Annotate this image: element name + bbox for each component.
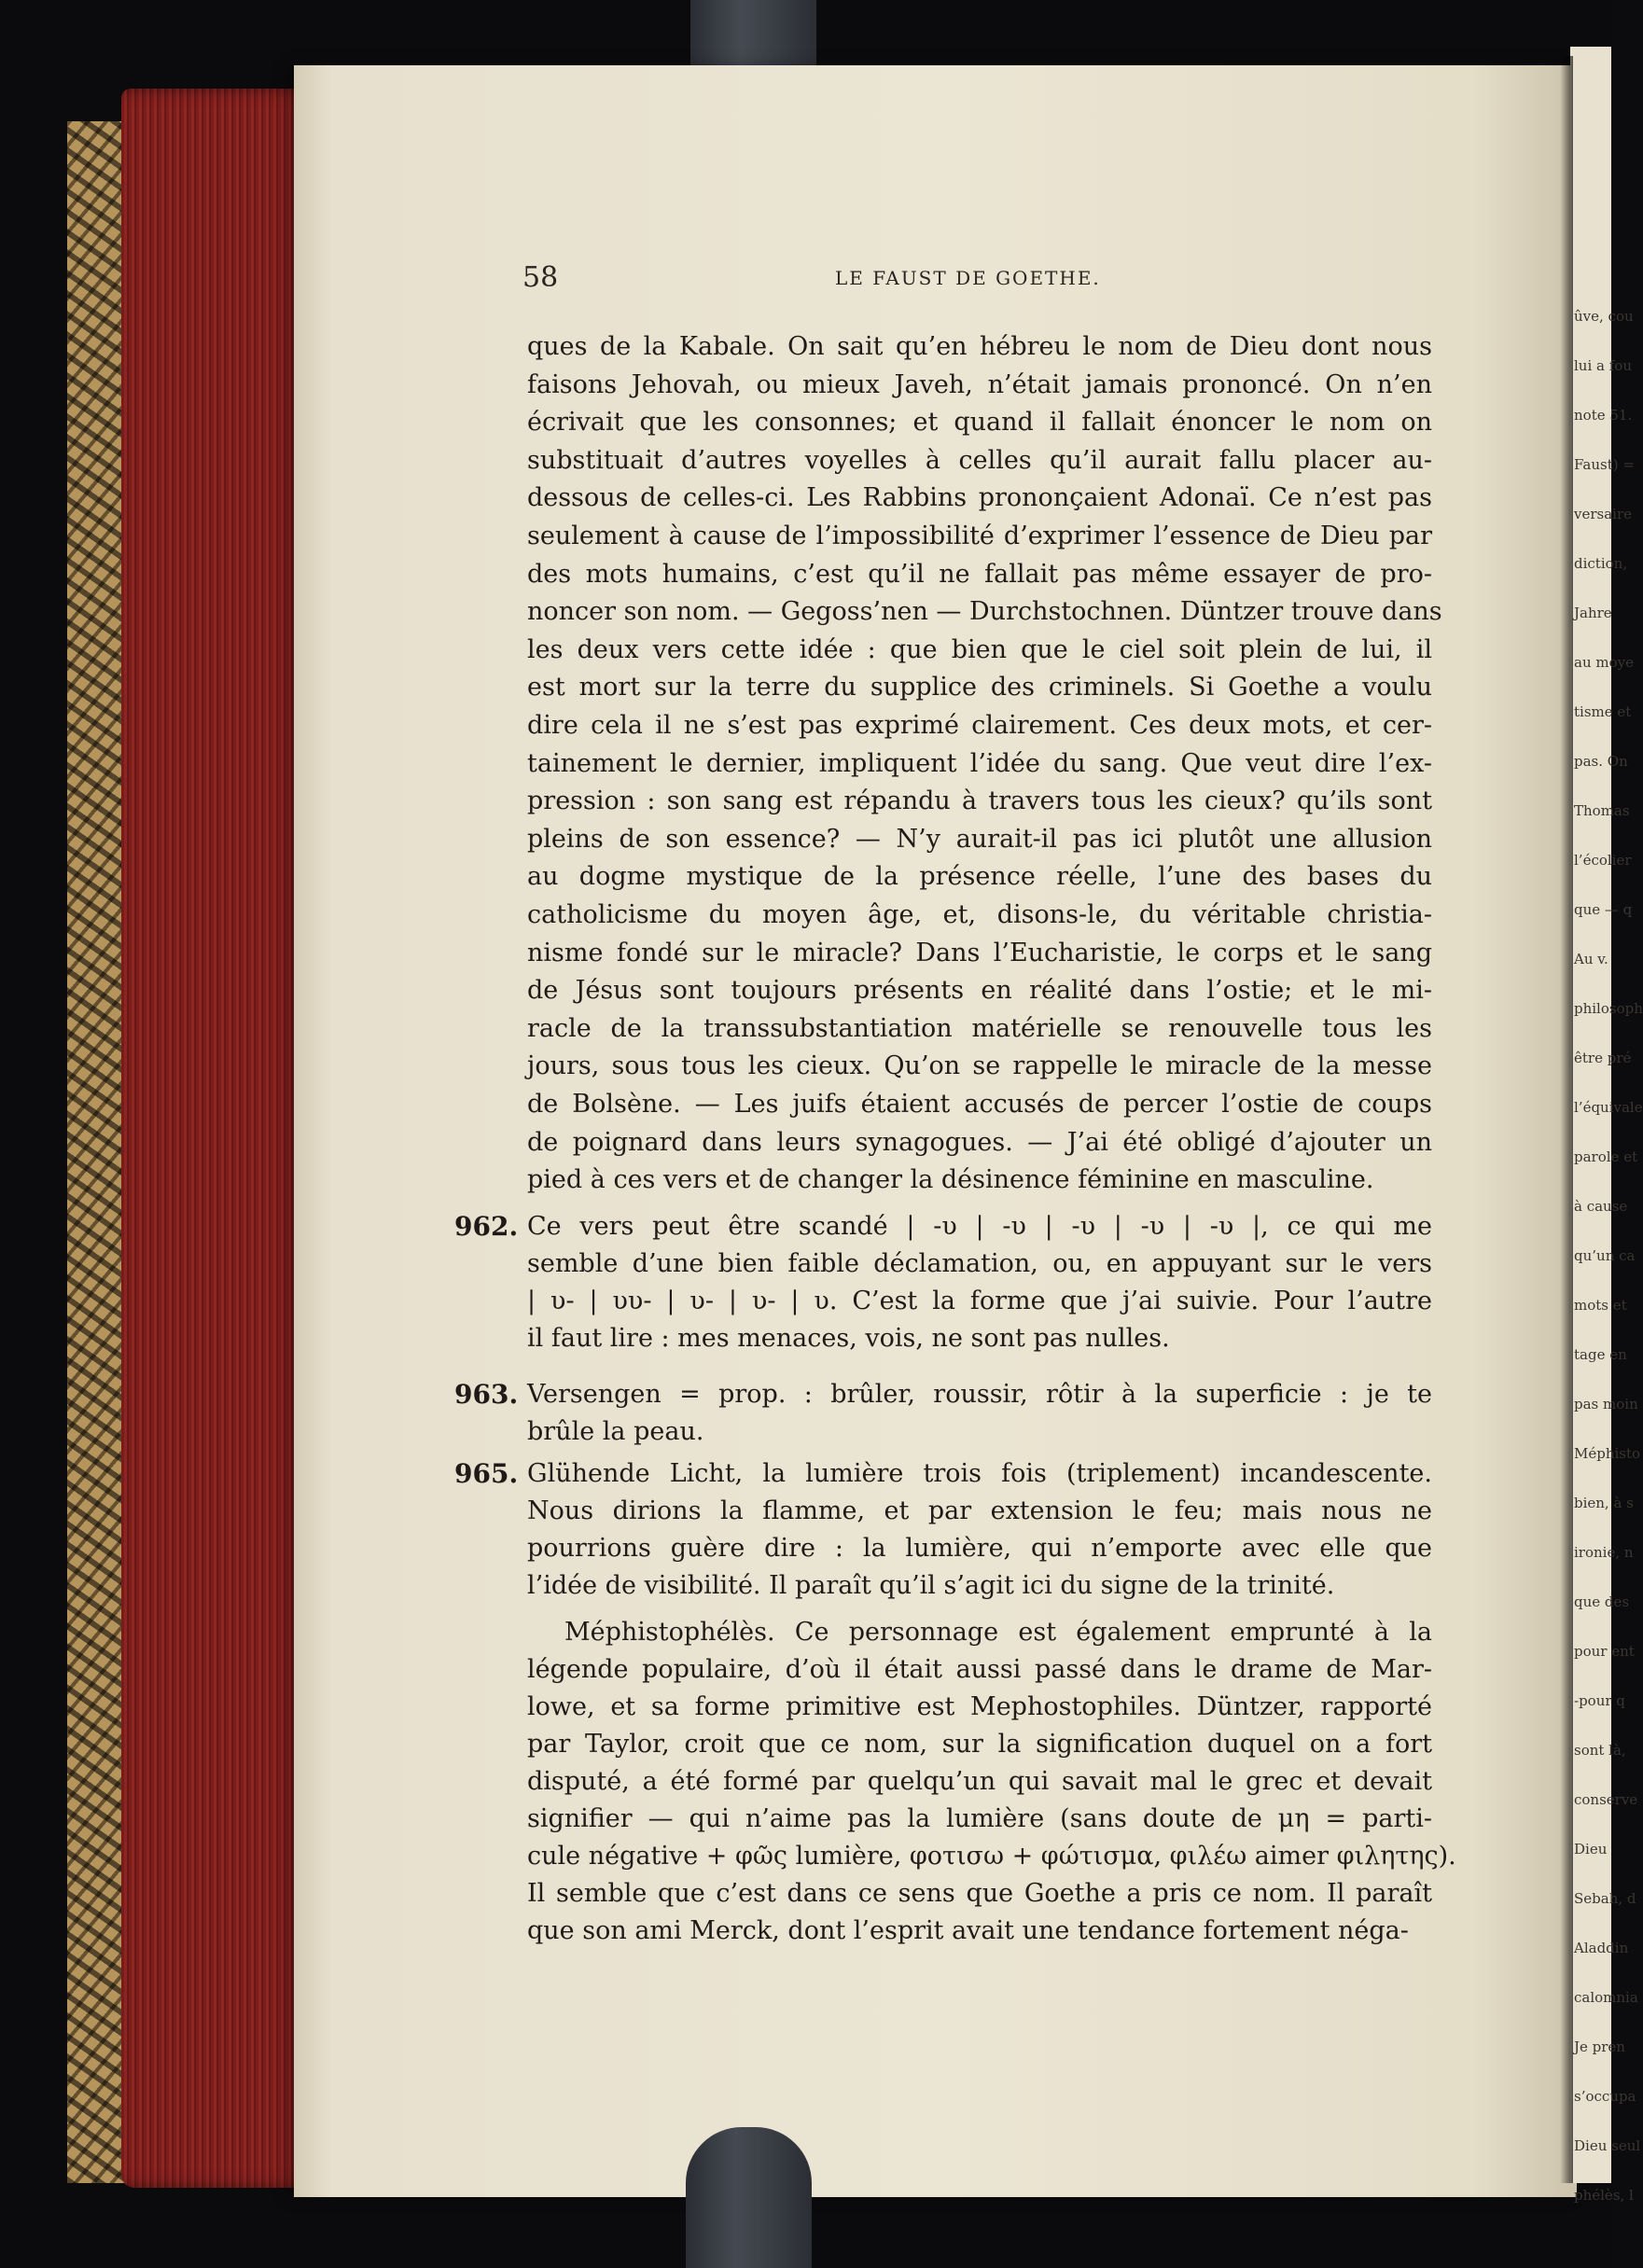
page-number: 58 <box>522 261 559 294</box>
adjacent-page-fragment: Je pren <box>1574 2038 1625 2055</box>
adjacent-page-fragment: Dieu <box>1574 1841 1608 1858</box>
adjacent-page-fragment: phélès, l <box>1574 2187 1634 2204</box>
text-line: jours, sous tous les cieux. Qu’on se rappelle le miracle de la messe <box>527 1051 1432 1081</box>
adjacent-page-fragment: conserve <box>1574 1791 1638 1808</box>
text-line: racle de la transsubstantiation matérielle se renouvelle tous les <box>527 1013 1432 1043</box>
text-line: ques de la Kabale. On sait qu’en hébreu le nom de Dieu dont nous <box>527 332 1432 361</box>
text-line: est mort sur la terre du supplice des criminels. Si Goethe a voulu <box>527 673 1432 703</box>
text-line: au dogme mystique de la présence réelle, l’une des bases du <box>527 862 1432 892</box>
adjacent-page-fragment: sont là, <box>1574 1742 1626 1759</box>
text-line: noncer son nom. — Gegoss’nen — Durchstochnen. Düntzer trouve dans <box>527 597 1442 627</box>
adjacent-page-fragment: tisme et <box>1574 703 1632 720</box>
adjacent-page-fragment: que des <box>1574 1593 1630 1610</box>
text-line: | υ- | υυ- | υ- | υ- | υ. C’est la forme que j’ai suivie. Pour l’autre <box>527 1287 1432 1315</box>
text-line: lowe, et sa forme primitive est Mephostophiles. Düntzer, rapporté <box>527 1692 1432 1721</box>
text-line: écrivait que les consonnes; et quand il fallait énoncer le nom on <box>527 408 1432 438</box>
adjacent-page-fragment: mots et <box>1574 1297 1627 1314</box>
adjacent-page-fragment: à cause <box>1574 1198 1628 1215</box>
adjacent-page-fragment: lui a fou <box>1574 357 1632 374</box>
text-line: cule négative + φῶς lumière, φοτισω + φώτισμα, φιλέω aimer φιλητης). <box>527 1842 1456 1871</box>
text-line: Versengen = prop. : brûler, roussir, rôtir à la superficie : je te <box>527 1380 1432 1409</box>
text-line: brûle la peau. <box>527 1417 704 1446</box>
text-line: faisons Jehovah, ou mieux Javeh, n’était jamais prononcé. On n’en <box>527 369 1432 399</box>
book-strap-bottom <box>686 2127 812 2268</box>
adjacent-page-fragment: être pré <box>1574 1050 1632 1066</box>
adjacent-page-fragment: ûve, cou <box>1574 308 1634 325</box>
adjacent-page-fragment: au moye <box>1574 654 1634 671</box>
text-line: pleins de son essence? — N’y aurait-il pas ici plutôt une allusion <box>527 824 1432 854</box>
text-line: Il semble que c’est dans ce sens que Goethe a pris ce nom. Il paraît <box>527 1879 1432 1908</box>
text-line: de Jésus sont toujours présents en réalité dans l’ostie; et le mi- <box>527 976 1432 1006</box>
text-line: l’idée de visibilité. Il paraît qu’il s’agit ici du signe de la trinité. <box>527 1571 1335 1600</box>
text-line: dire cela il ne s’est pas exprimé clairement. Ces deux mots, et cer- <box>527 711 1432 740</box>
text-line: Méphistophélès. Ce personnage est également emprunté à la <box>564 1618 1432 1647</box>
adjacent-page-fragment: -pour q <box>1574 1692 1625 1709</box>
adjacent-page-fragment: diction, <box>1574 555 1628 572</box>
text-line: de poignard dans leurs synagogues. — J’ai été obligé d’ajouter un <box>527 1127 1432 1157</box>
text-line: Nous dirions la flamme, et par extension le feu; mais nous ne <box>527 1496 1432 1525</box>
adjacent-page-fragment: ironie, n <box>1574 1544 1634 1561</box>
text-line: des mots humains, c’est qu’il ne fallait pas même essayer de pro- <box>527 559 1432 589</box>
adjacent-page-fragment: l’équivale <box>1574 1099 1643 1116</box>
adjacent-page-fragment: l’écolier <box>1574 852 1632 869</box>
adjacent-page-fragment: Sebah, d <box>1574 1890 1636 1907</box>
adjacent-page-fragment: Jahre <box>1574 605 1612 621</box>
adjacent-page-fragment: parole et <box>1574 1148 1638 1165</box>
text-line: disputé, a été formé par quelqu’un qui savait mal le grec et devait <box>527 1767 1432 1796</box>
adjacent-page-fragment: Faust) = <box>1574 456 1635 473</box>
adjacent-page-fragment: note 51. <box>1574 407 1633 424</box>
text-line: pied à ces vers et de changer la désinence féminine en masculine. <box>527 1165 1374 1195</box>
adjacent-page-fragment: Méphisto <box>1574 1445 1641 1462</box>
text-line: seulement à cause de l’impossibilité d’exprimer l’essence de Dieu par <box>527 522 1432 550</box>
note-number: 963. <box>454 1379 519 1410</box>
text-line: dessous de celles-ci. Les Rabbins prononçaient Adonaï. Ce n’est pas <box>527 483 1432 513</box>
adjacent-page-sliver <box>1570 47 1643 2204</box>
text-line: par Taylor, croit que ce nom, sur la signification duquel on a fort <box>527 1730 1432 1759</box>
note-number: 965. <box>454 1458 519 1489</box>
page-header <box>522 261 1437 299</box>
adjacent-page-fragment: qu’un ca <box>1574 1247 1636 1264</box>
text-line: tainement le dernier, impliquent l’idée du sang. Que veut dire l’ex- <box>527 748 1432 778</box>
spine-shadow <box>1560 56 1573 2183</box>
text-line: nisme fondé sur le miracle? Dans l’Eucharistie, le corps et le sang <box>527 938 1432 967</box>
text-line: que son ami Merck, dont l’esprit avait une tendance fortement néga- <box>527 1916 1409 1945</box>
text-line: les deux vers cette idée : que bien que le ciel soit plein de lui, il <box>527 634 1432 664</box>
adjacent-page-fragment: philosoph <box>1574 1000 1643 1017</box>
adjacent-page-fragment: calomnia <box>1574 1989 1638 2006</box>
adjacent-page-fragment: Thomas <box>1574 802 1630 819</box>
text-line: Ce vers peut être scandé | -υ | -υ | -υ | -υ | -υ |, ce qui me <box>527 1212 1432 1241</box>
note-number: 962. <box>454 1211 519 1242</box>
adjacent-page-fragment: Aladdin <box>1574 1940 1629 1956</box>
adjacent-page-fragment: Au v. <box>1574 951 1608 967</box>
adjacent-page-fragment: versaire <box>1574 506 1633 522</box>
text-line: pourrions guère dire : la lumière, qui n’emporte avec elle que <box>527 1534 1432 1563</box>
adjacent-page-fragment: bien, à s <box>1574 1495 1634 1511</box>
text-line: de Bolsène. — Les juifs étaient accusés de percer l’ostie de coups <box>527 1090 1432 1119</box>
text-line: semble d’une bien faible déclamation, ou, en appuyant sur le vers <box>527 1249 1432 1278</box>
running-title: LE FAUST DE GOETHE. <box>835 267 1101 289</box>
text-line: légende populaire, d’où il était aussi passé dans le drame de Mar- <box>527 1655 1432 1684</box>
adjacent-page-fragment: tage en <box>1574 1346 1627 1363</box>
adjacent-page-fragment: pas moin <box>1574 1396 1638 1412</box>
text-line: catholicisme du moyen âge, et, disons-le, du véritable christia- <box>527 900 1432 929</box>
adjacent-page-fragment: Dieu seul <box>1574 2137 1641 2154</box>
text-line: pression : son sang est répandu à travers tous les cieux? qu’ils sont <box>527 786 1432 816</box>
text-line: signifier — qui n’aime pas la lumière (sans doute de μη = parti- <box>527 1804 1432 1833</box>
adjacent-page-fragment: pas. On <box>1574 753 1628 770</box>
text-line: Glühende Licht, la lumière trois fois (triplement) incandescente. <box>527 1459 1432 1488</box>
adjacent-page-fragment: s’occupa <box>1574 2088 1636 2105</box>
text-line: il faut lire : mes menaces, vois, ne sont pas nulles. <box>527 1324 1170 1353</box>
text-line: substituait d’autres voyelles à celles qu’il aurait fallu placer au- <box>527 445 1432 475</box>
adjacent-page-fragment: pour ent <box>1574 1643 1635 1660</box>
adjacent-page-fragment: que — q <box>1574 901 1633 918</box>
